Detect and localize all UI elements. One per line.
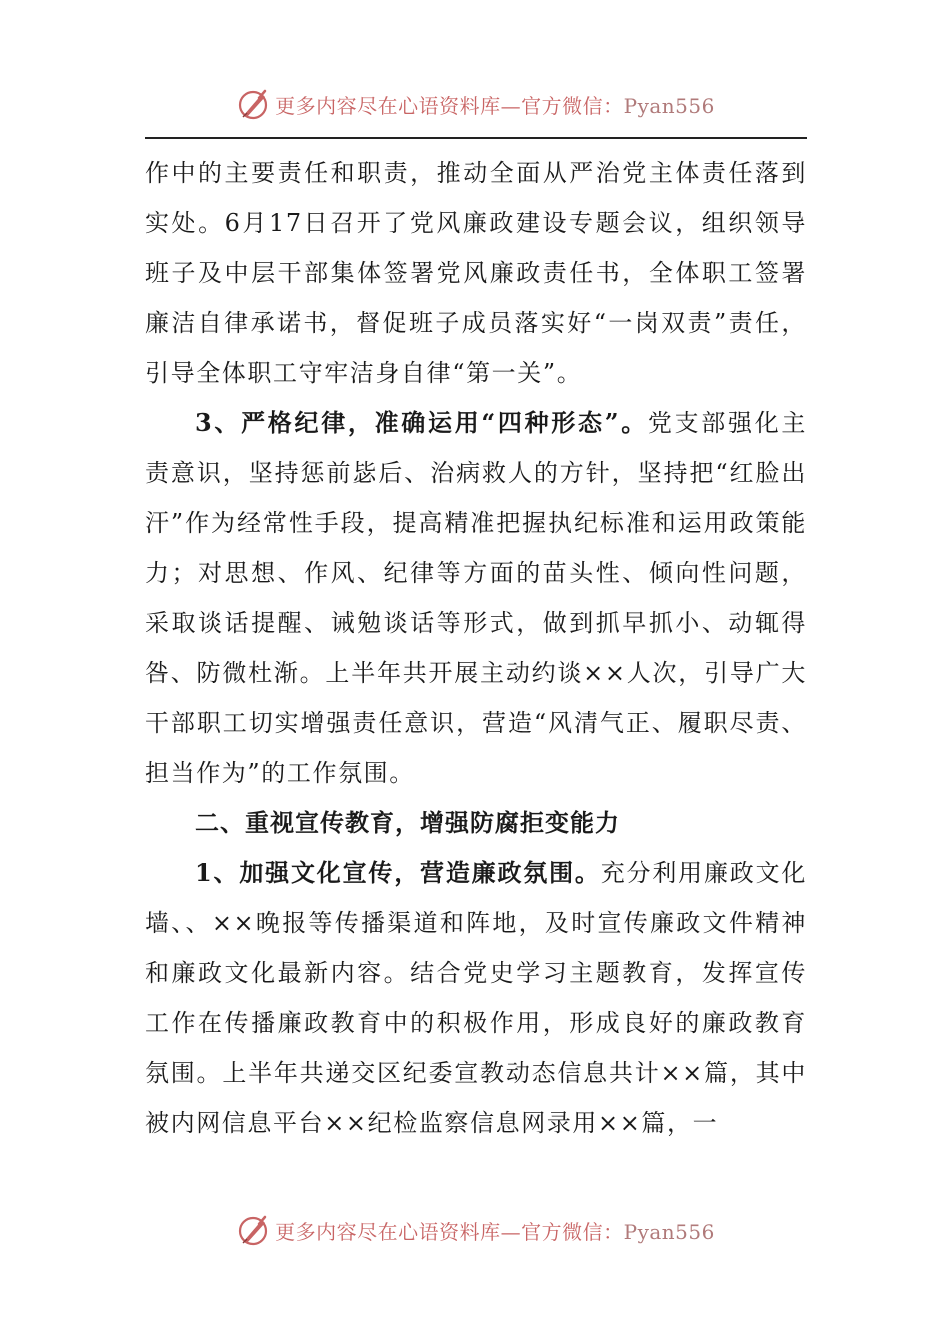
paragraph-3-body: 充分利用廉政文化墙、、××晚报等传播渠道和阵地，及时宣传廉政文件精神和廉政文化最新内容。结合党史学习主题教育，发挥宣传工作在传播廉政教育中的积极作用，形成良好的廉政教育氛围。上半年共递交区纪委宣教动态信息共计××篇，其中被内网信息平台××纪检监察信息网录用××篇，一 — [145, 859, 807, 1137]
wechat-id: Pyan556 — [623, 93, 715, 118]
paragraph-2 — [145, 398, 807, 798]
paragraph-2-lead: 3、严格纪律，准确运用“四种形态”。 — [195, 408, 648, 437]
header-divider — [145, 137, 807, 139]
paragraph-3-lead: 1、加强文化宣传，营造廉政氛围。 — [195, 858, 601, 887]
quill-pen-logo-icon — [235, 86, 271, 122]
footer-watermark — [0, 1210, 950, 1250]
watermark-text: 更多内容尽在心语资料库—官方微信：Pyan556 — [275, 1219, 715, 1244]
header-watermark — [0, 84, 950, 124]
paragraph-3 — [145, 848, 807, 1148]
watermark-text: 更多内容尽在心语资料库—官方微信：Pyan556 — [275, 93, 715, 118]
document-body — [145, 148, 807, 1148]
paragraph-1: 作中的主要责任和职责，推动全面从严治党主体责任落到实处。6月17日召开了党风廉政建设专题会议，组织领导班子及中层干部集体签署党风廉政责任书，全体职工签署廉洁自律承诺书，督促班子成员落实好“一岗双责”责任，引导全体职工守牢洁身自律“第一关”。 — [145, 159, 807, 387]
quill-pen-logo-icon — [235, 1212, 271, 1248]
wechat-id: Pyan556 — [623, 1219, 715, 1244]
paragraph-2-body: 党支部强化主责意识，坚持惩前毖后、治病救人的方针，坚持把“红脸出汗”作为经常性手段，提高精准把握执纪标准和运用政策能力；对思想、作风、纪律等方面的苗头性、倾向性问题，采取谈话提醒、诫勉谈话等形式，做到抓早抓小、动辄得咎、防微杜渐。上半年共开展主动约谈××人次，引导广大干部职工切实增强责任意识，营造“风清气正、履职尽责、担当作为”的工作氛围。 — [145, 409, 808, 787]
section-heading-2: 二、重视宣传教育，增强防腐拒变能力 — [195, 809, 620, 837]
